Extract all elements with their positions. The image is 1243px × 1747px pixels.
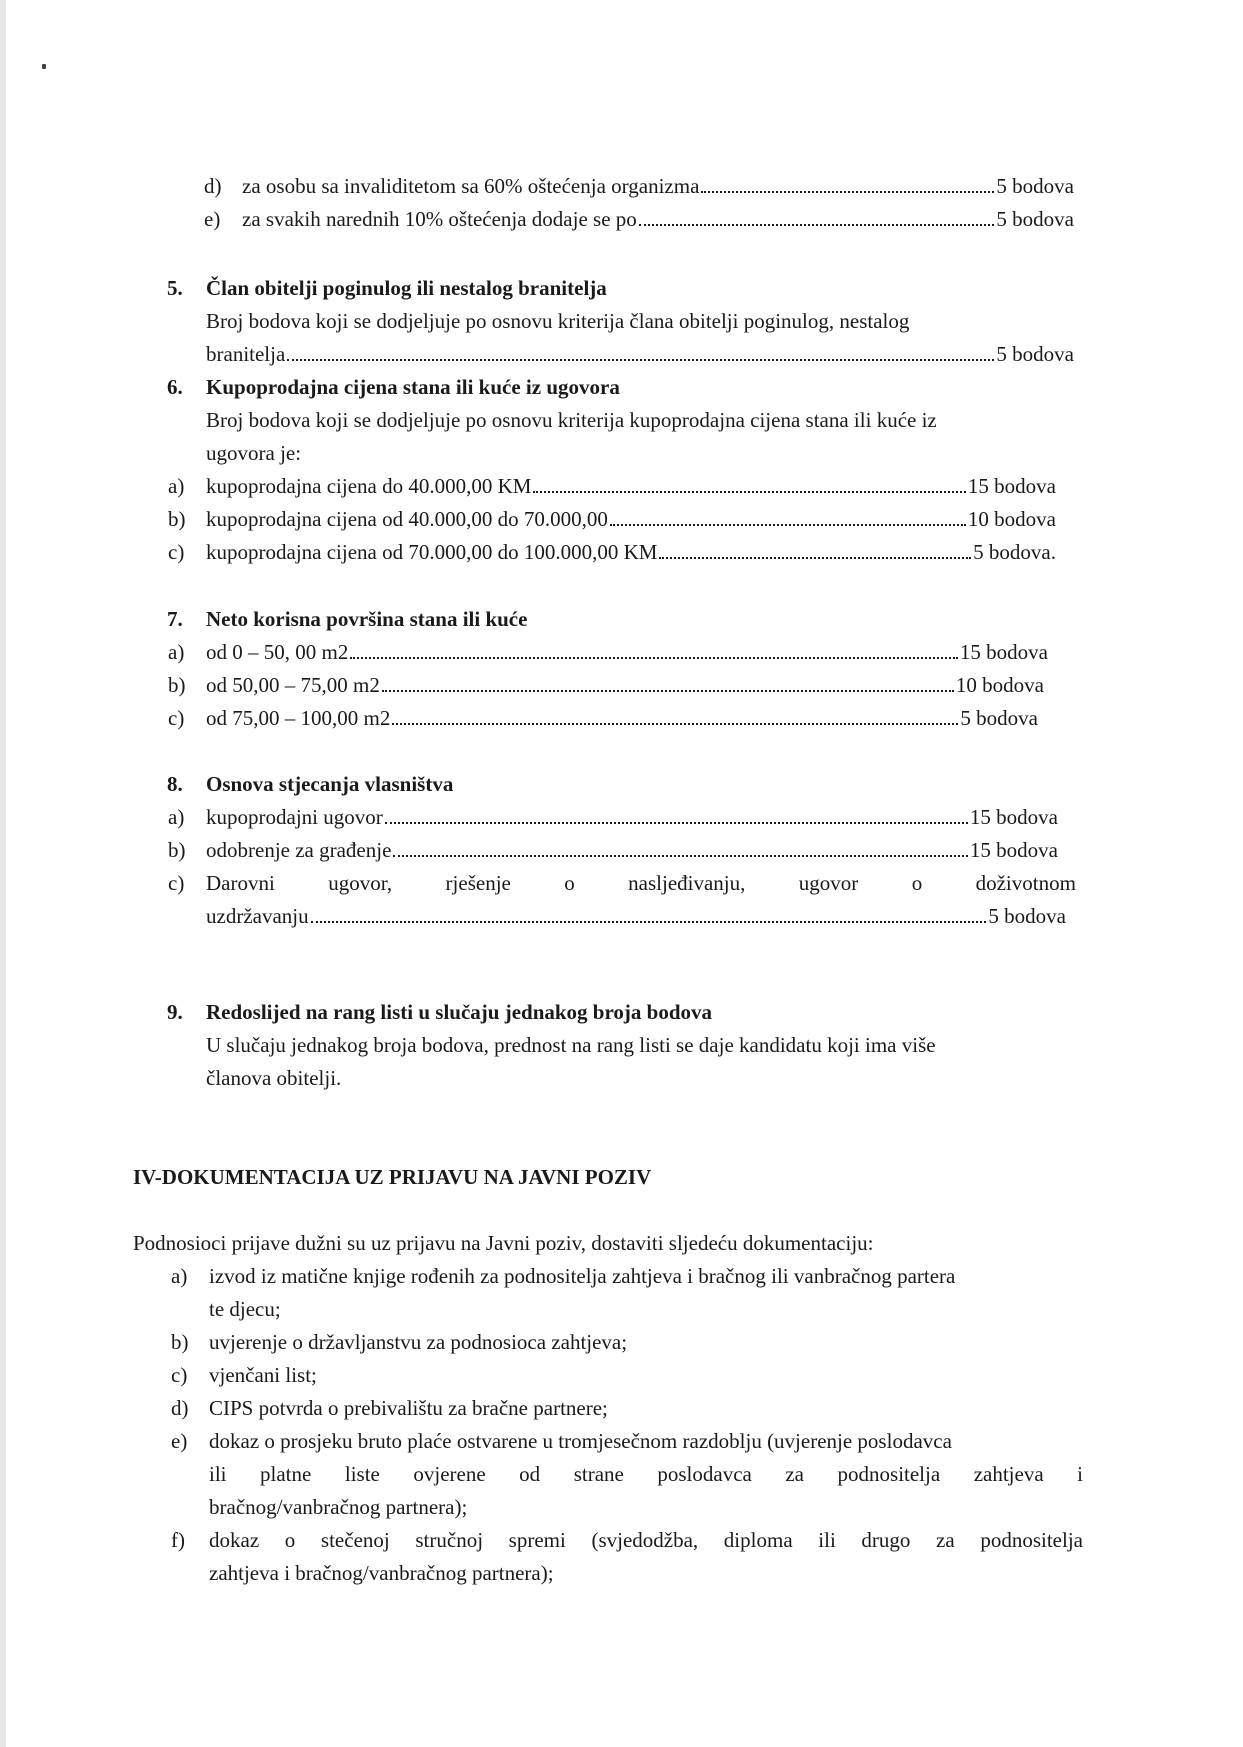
list-item: [206, 539, 1056, 565]
section-number: 5.: [167, 276, 183, 300]
doc-item-text: zahtjeva i bračnog/vanbračnog partnera);: [209, 1561, 554, 1585]
list-marker: e): [204, 207, 221, 231]
doc-item-text: uvjerenje o državljanstvu za podnosioca zahtjeva;: [209, 1330, 628, 1354]
list-marker: b): [168, 507, 186, 531]
item-points: 15 bodova: [959, 640, 1048, 664]
item-points: 10 bodova: [967, 507, 1056, 531]
dot-leader: [392, 705, 958, 725]
item-points: 15 bodova: [969, 838, 1058, 862]
item-text: kupoprodajna cijena od 40.000,00 do 70.000,00: [206, 507, 608, 531]
item-text: odobrenje za građenje: [206, 838, 392, 862]
item-text: za svakih narednih 10% oštećenja dodaje se po: [242, 207, 637, 231]
section-number: 6.: [167, 375, 183, 399]
list-item: [206, 804, 1058, 830]
scan-speck: [42, 64, 46, 69]
list-item: [206, 506, 1056, 532]
doc-item-text: te djecu;: [209, 1297, 281, 1321]
list-item: [206, 903, 1066, 929]
item-text: branitelja: [206, 342, 286, 366]
section-text: članova obitelji.: [206, 1066, 342, 1090]
dot-leader: [287, 341, 994, 361]
doc-item-text: dokaz o prosjeku bruto plaće ostvarene u tromjesečnom razdoblju (uvjerenje poslodavca: [209, 1429, 952, 1453]
word: nasljeđivanju,: [628, 871, 746, 895]
list-marker: f): [171, 1528, 185, 1552]
item-text: kupoprodajni ugovor: [206, 805, 383, 829]
word: Darovni: [206, 871, 275, 895]
word: o: [911, 871, 923, 895]
word: doživotnom: [975, 871, 1076, 895]
list-item: [206, 837, 1058, 863]
doc-item-text: izvod iz matične knjige rođenih za podnositelja zahtjeva i bračnog ili vanbračnog partera: [209, 1264, 956, 1288]
list-item: [206, 473, 1056, 499]
dot-leader: [659, 539, 971, 559]
word: o: [564, 871, 575, 895]
list-item: [242, 206, 1074, 232]
dot-leader: [385, 804, 968, 824]
list-marker: b): [168, 838, 186, 862]
item-text: od 0 – 50, 00 m2: [206, 640, 349, 664]
item-points: 15 bodova: [967, 474, 1056, 498]
list-item: [206, 672, 1044, 698]
dot-leader: [610, 506, 966, 526]
item-text: od 50,00 – 75,00 m2: [206, 673, 380, 697]
list-marker: b): [171, 1330, 189, 1354]
list-marker: b): [168, 673, 186, 697]
section-text: Broj bodova koji se dodjeljuje po osnovu kriterija kupoprodajna cijena stana ili kuće iz: [206, 408, 937, 432]
item-points: 5 bodova: [996, 207, 1074, 231]
section-title: Kupoprodajna cijena stana ili kuće iz ugovora: [206, 375, 620, 399]
section-title: Član obitelji poginulog ili nestalog branitelja: [206, 276, 607, 300]
dot-leader: [533, 473, 965, 493]
doc-item-text: vjenčani list;: [209, 1363, 317, 1387]
scan-edge: [0, 0, 6, 1747]
item-text: kupoprodajna cijena do 40.000,00 KM: [206, 474, 532, 498]
list-item: [206, 341, 1074, 367]
item-points: 15 bodova: [969, 805, 1058, 829]
item-points: 5 bodova.: [973, 540, 1056, 564]
justified-line: [206, 870, 1076, 896]
dot-leader: [382, 672, 954, 692]
item-points: 10 bodova: [955, 673, 1044, 697]
list-item: [206, 639, 1048, 665]
doc-item-text: bračnog/vanbračnog partnera);: [209, 1495, 468, 1519]
section-title: Neto korisna površina stana ili kuće: [206, 607, 528, 631]
list-marker: c): [168, 540, 185, 564]
list-marker: c): [168, 706, 185, 730]
section-number: 9.: [167, 1000, 183, 1024]
dot-leader: [393, 837, 968, 857]
word: ugovor,: [328, 871, 393, 895]
part-intro: Podnosioci prijave dužni su uz prijavu na Javni poziv, dostaviti sljedeću dokumentaciju:: [133, 1231, 874, 1255]
section-text: Broj bodova koji se dodjeljuje po osnovu kriterija člana obitelji poginulog, nestalog: [206, 309, 910, 333]
section-text: ugovora je:: [206, 441, 302, 465]
part-heading: IV-DOKUMENTACIJA UZ PRIJAVU NA JAVNI POZIV: [133, 1165, 652, 1189]
doc-item-text: ili platne liste ovjerene od strane poslodavca za podnositelja zahtjeva i: [209, 1462, 1083, 1486]
list-marker: e): [171, 1429, 188, 1453]
doc-item-text: dokaz o stečenoj stručnoj spremi (svjedodžba, diploma ili drugo za podnositelja: [209, 1528, 1083, 1552]
list-item: [206, 705, 1038, 731]
item-text: uzdržavanju: [206, 904, 309, 928]
dot-leader: [311, 903, 987, 923]
item-points: 5 bodova: [988, 904, 1066, 928]
dot-leader: [639, 206, 995, 226]
list-item: [242, 173, 1074, 199]
item-points: 5 bodova: [960, 706, 1038, 730]
list-marker: a): [168, 474, 185, 498]
list-marker: d): [171, 1396, 189, 1420]
item-text: kupoprodajna cijena od 70.000,00 do 100.000,00 KM: [206, 540, 658, 564]
dot-leader: [350, 639, 958, 659]
section-number: 7.: [167, 607, 183, 631]
section-title: Osnova stjecanja vlasništva: [206, 772, 454, 796]
doc-item-text: CIPS potvrda o prebivalištu za bračne partnere;: [209, 1396, 608, 1420]
list-marker: d): [204, 174, 222, 198]
item-points: 5 bodova: [996, 342, 1074, 366]
list-marker: c): [171, 1363, 188, 1387]
list-marker: c): [168, 871, 185, 895]
item-text: od 75,00 – 100,00 m2: [206, 706, 391, 730]
item-text: za osobu sa invaliditetom sa 60% oštećenja organizma: [242, 174, 700, 198]
dot-leader: [701, 173, 994, 193]
list-marker: a): [168, 805, 185, 829]
section-number: 8.: [167, 772, 183, 796]
list-marker: a): [168, 640, 185, 664]
section-title: Redoslijed na rang listi u slučaju jednakog broja bodova: [206, 1000, 713, 1024]
word: ugovor: [798, 871, 859, 895]
item-points: 5 bodova: [996, 174, 1074, 198]
section-text: U slučaju jednakog broja bodova, prednost na rang listi se daje kandidatu koji ima više: [206, 1033, 936, 1057]
word: rješenje: [445, 871, 511, 895]
list-marker: a): [171, 1264, 188, 1288]
